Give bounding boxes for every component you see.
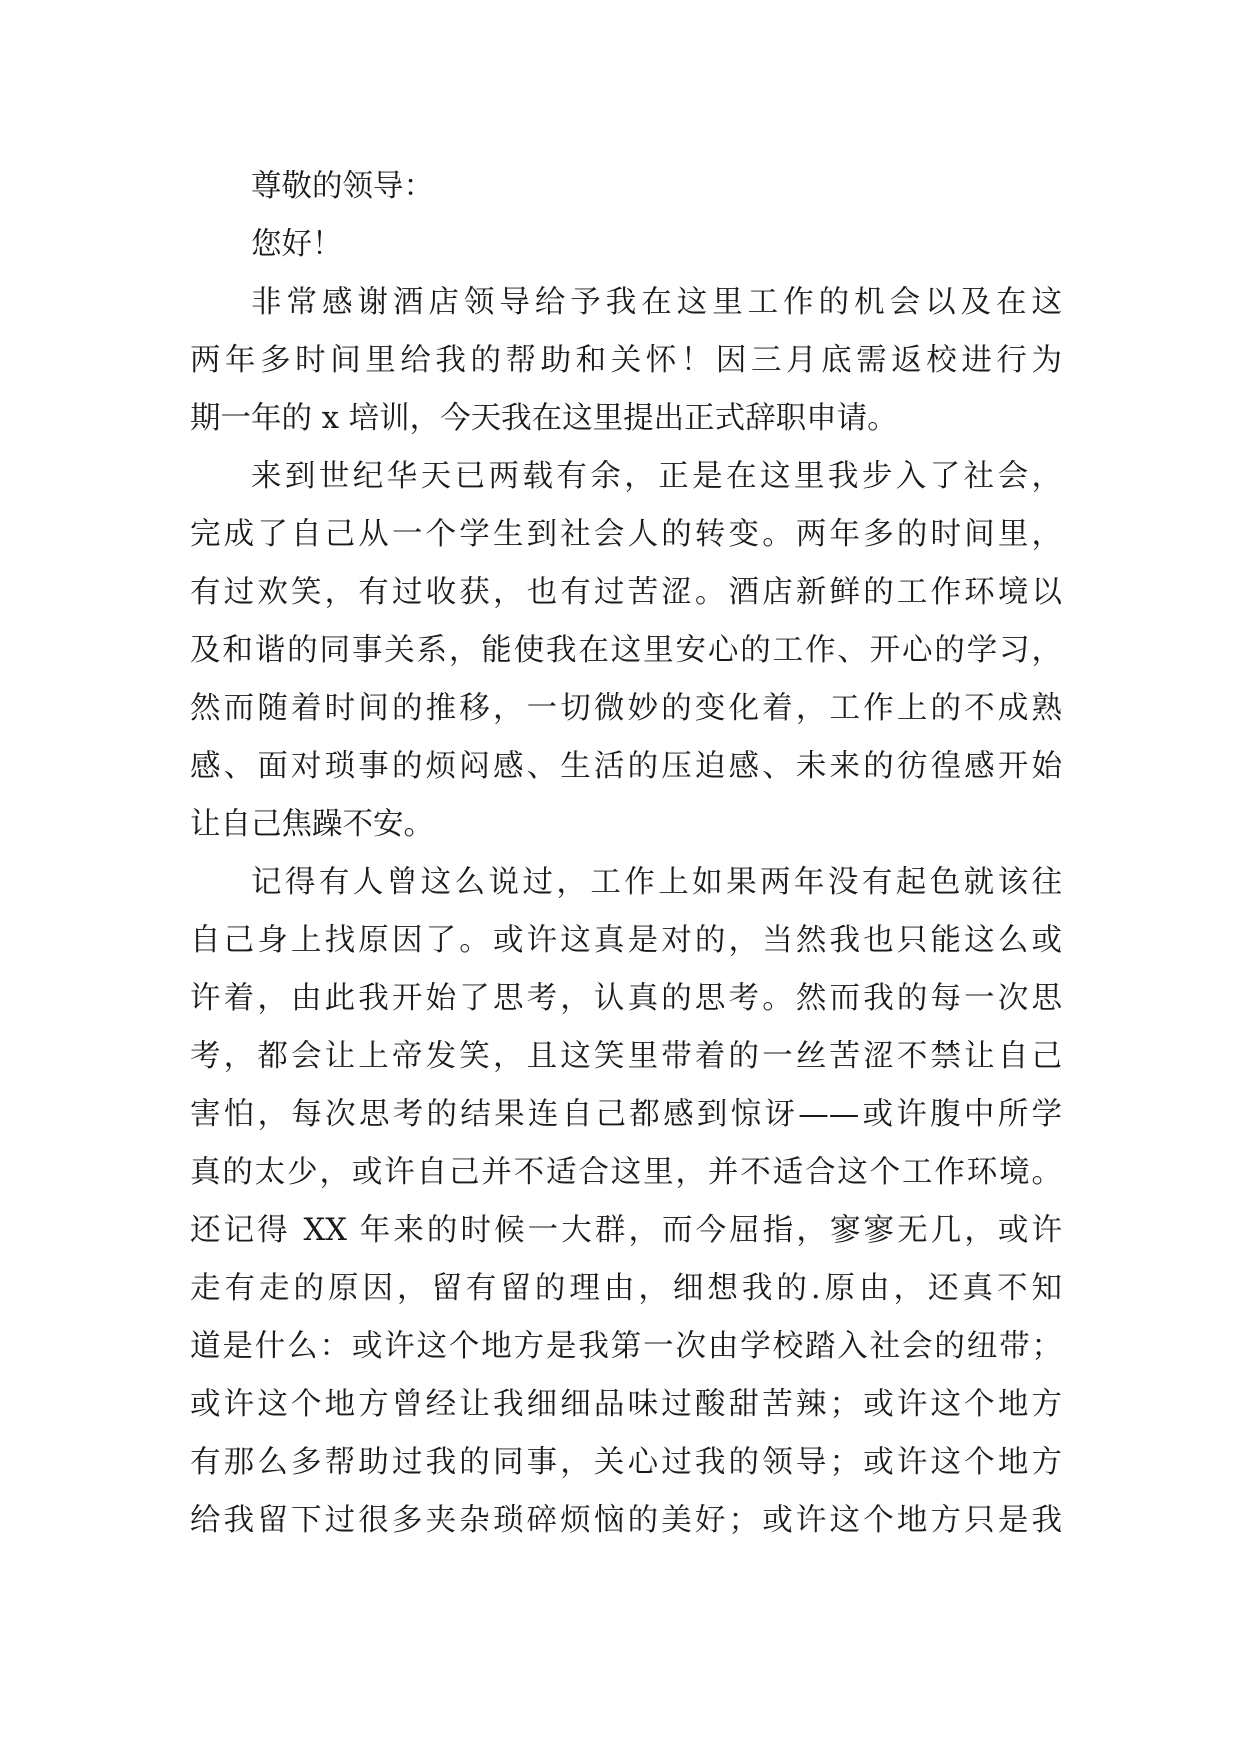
salutation: 尊敬的领导： [251,169,434,204]
paragraph-line: 记得有人曾这么说过，工作上如果两年没有起色就该往 [251,865,1062,900]
paragraph-line: 然而随着时间的推移，一切微妙的变化着，工作上的不成熟 [190,691,1062,726]
paragraph-1 [190,274,1062,448]
paragraph-line: 自己身上找原因了。或许这真是对的，当然我也只能这么或 [190,923,1062,958]
paragraph-line: 有那么多帮助过我的同事，关心过我的领导；或许这个地方 [190,1445,1062,1480]
paragraph-2 [190,448,1062,854]
paragraph-3 [190,854,1062,1550]
paragraph-line: 还记得 XX 年来的时候一大群，而今屈指，寥寥无几，或许 [190,1213,1062,1248]
paragraph-line: 真的太少，或许自己并不适合这里，并不适合这个工作环境。 [190,1155,1062,1190]
paragraph-line: 有过欢笑，有过收获，也有过苦涩。酒店新鲜的工作环境以 [190,575,1062,610]
paragraph-line: 考，都会让上帝发笑，且这笑里带着的一丝苦涩不禁让自己 [190,1039,1062,1074]
paragraph-line: 害怕，每次思考的结果连自己都感到惊讶——或许腹中所学 [190,1097,1062,1132]
paragraph-line: 让自己焦躁不安。 [190,807,434,842]
paragraph-line: 许着，由此我开始了思考，认真的思考。然而我的每一次思 [190,981,1062,1016]
paragraph-line: 完成了自己从一个学生到社会人的转变。两年多的时间里， [190,517,1062,552]
paragraph-line: 来到世纪华天已两载有余，正是在这里我步入了社会， [251,459,1062,494]
paragraph-line: 给我留下过很多夹杂琐碎烦恼的美好；或许这个地方只是我 [190,1503,1062,1538]
letter-body [190,158,1062,1550]
paragraph-line: 感、面对琐事的烦闷感、生活的压迫感、未来的彷徨感开始 [190,749,1062,784]
paragraph-line: 非常感谢酒店领导给予我在这里工作的机会以及在这 [251,285,1062,320]
paragraph-line: 两年多时间里给我的帮助和关怀！因三月底需返校进行为 [190,343,1062,378]
paragraph-line: 道是什么：或许这个地方是我第一次由学校踏入社会的纽带； [190,1329,1062,1364]
paragraph-line: 期一年的 x 培训，今天我在这里提出正式辞职申请。 [190,401,898,436]
paragraph-line: 及和谐的同事关系，能使我在这里安心的工作、开心的学习， [190,633,1062,668]
paragraph-line: 走有走的原因，留有留的理由，细想我的.原由，还真不知 [190,1271,1062,1306]
greeting: 您好！ [251,227,343,262]
paragraph-line: 或许这个地方曾经让我细细品味过酸甜苦辣；或许这个地方 [190,1387,1062,1422]
